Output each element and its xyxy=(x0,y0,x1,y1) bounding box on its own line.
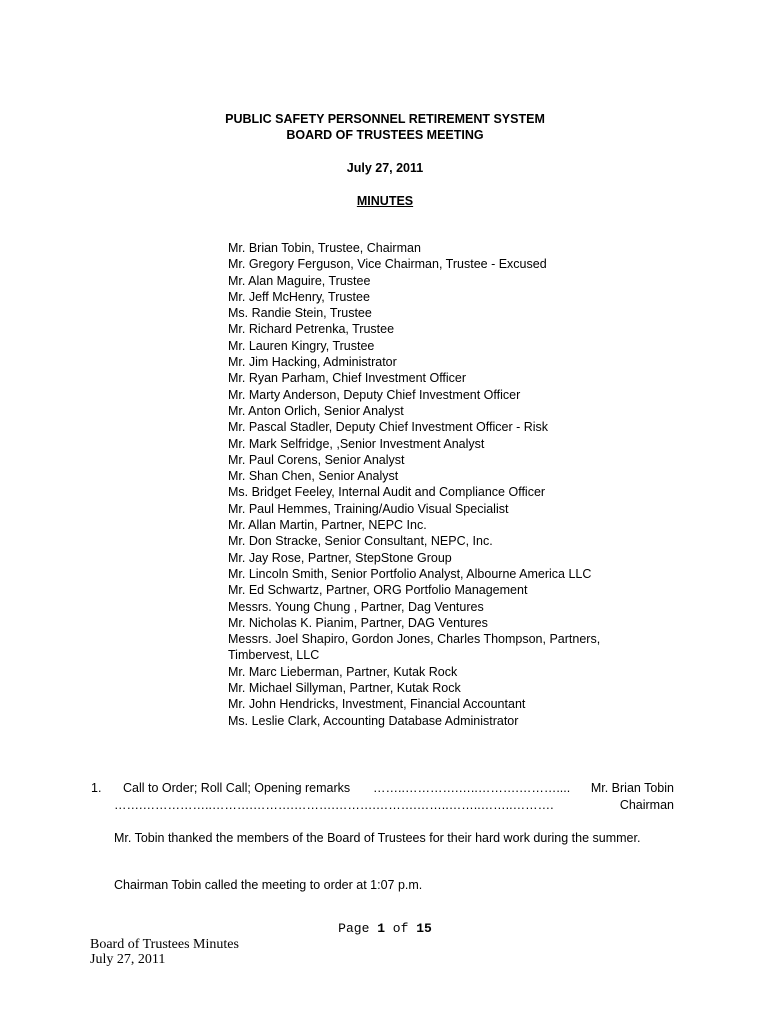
page-number-prefix: Page xyxy=(338,921,378,936)
attendee-item: Mr. Jay Rose, Partner, StepStone Group xyxy=(228,550,452,565)
attendee-item: Mr. Lauren Kingry, Trustee xyxy=(228,338,375,353)
minutes-paragraph: Mr. Tobin thanked the members of the Board of Trustees for their hard work during the summer. xyxy=(114,831,641,845)
attendee-item: Mr. John Hendricks, Investment, Financial Accountant xyxy=(228,697,526,712)
agenda-item-number: 1. xyxy=(91,781,102,795)
agenda-item-presenter: Mr. Brian Tobin xyxy=(590,781,674,795)
attendee-item: Mr. Nicholas K. Pianim, Partner, DAG Ventures xyxy=(228,615,488,630)
attendee-item: Mr. Allan Martin, Partner, NEPC Inc. xyxy=(228,518,427,533)
attendee-item: Mr. Mark Selfridge, ,Senior Investment Analyst xyxy=(228,436,485,451)
page-number-total: 15 xyxy=(416,921,432,936)
agenda-dot-leader: ……..………….…..……….……….... xyxy=(373,781,571,795)
attendee-item: Mr. Paul Corens, Senior Analyst xyxy=(228,452,405,467)
attendee-item: Mr. Jeff McHenry, Trustee xyxy=(228,289,370,304)
footer-line2: July 27, 2011 xyxy=(90,952,166,967)
attendee-list xyxy=(228,240,688,729)
page-footer xyxy=(90,937,239,967)
attendee-item: Mr. Jim Hacking, Administrator xyxy=(228,355,397,370)
attendee-item: Mr. Ed Schwartz, Partner, ORG Portfolio Management xyxy=(228,583,528,598)
attendee-item: Mr. Shan Chen, Senior Analyst xyxy=(228,469,399,484)
minutes-heading: MINUTES xyxy=(356,194,414,208)
attendee-item: Timbervest, LLC xyxy=(228,648,320,663)
attendee-item: Mr. Anton Orlich, Senior Analyst xyxy=(228,403,404,418)
attendee-item: Mr. Alan Maguire, Trustee xyxy=(228,273,371,288)
attendee-item: Mr. Michael Sillyman, Partner, Kutak Rock xyxy=(228,681,461,696)
meeting-date: July 27, 2011 xyxy=(346,161,424,175)
page-number-middle: of xyxy=(385,921,417,936)
attendee-item: Messrs. Joel Shapiro, Gordon Jones, Charles Thompson, Partners, xyxy=(228,632,601,647)
attendee-item: Mr. Richard Petrenka, Trustee xyxy=(228,322,395,337)
agenda-dot-leader: …….……………..……….……….……….……….……….……..……..……..………. xyxy=(114,798,554,812)
agenda-item-presenter-role: Chairman xyxy=(619,798,674,812)
attendee-item: Mr. Pascal Stadler, Deputy Chief Investment Officer - Risk xyxy=(228,420,549,435)
footer-line1: Board of Trustees Minutes xyxy=(90,937,239,952)
attendee-item: Mr. Don Stracke, Senior Consultant, NEPC, Inc. xyxy=(228,534,493,549)
attendee-item: Ms. Randie Stein, Trustee xyxy=(228,306,372,321)
document-title-line1: PUBLIC SAFETY PERSONNEL RETIREMENT SYSTEM xyxy=(225,112,545,126)
attendee-item: Mr. Brian Tobin, Trustee, Chairman xyxy=(228,241,421,255)
minutes-paragraph: Chairman Tobin called the meeting to order at 1:07 p.m. xyxy=(114,878,423,892)
attendee-item: Mr. Paul Hemmes, Training/Audio Visual Specialist xyxy=(228,501,509,516)
attendee-item: Mr. Ryan Parham, Chief Investment Officer xyxy=(228,371,467,386)
agenda-item-title: Call to Order; Roll Call; Opening remarks xyxy=(123,781,351,795)
attendee-item: Ms. Leslie Clark, Accounting Database Administrator xyxy=(228,713,519,728)
attendee-item: Ms. Bridget Feeley, Internal Audit and Compliance Officer xyxy=(228,485,546,500)
attendee-item: Mr. Marty Anderson, Deputy Chief Investment Officer xyxy=(228,387,521,402)
page-number-current: 1 xyxy=(377,921,385,936)
attendee-item: Mr. Gregory Ferguson, Vice Chairman, Trustee - Excused xyxy=(228,257,547,272)
attendee-item: Mr. Marc Lieberman, Partner, Kutak Rock xyxy=(228,664,458,679)
attendee-item: Messrs. Young Chung , Partner, Dag Ventures xyxy=(228,599,484,614)
attendee-item: Mr. Lincoln Smith, Senior Portfolio Analyst, Albourne America LLC xyxy=(228,566,592,581)
page-number xyxy=(0,921,770,936)
document-title-line2: BOARD OF TRUSTEES MEETING xyxy=(286,128,484,142)
